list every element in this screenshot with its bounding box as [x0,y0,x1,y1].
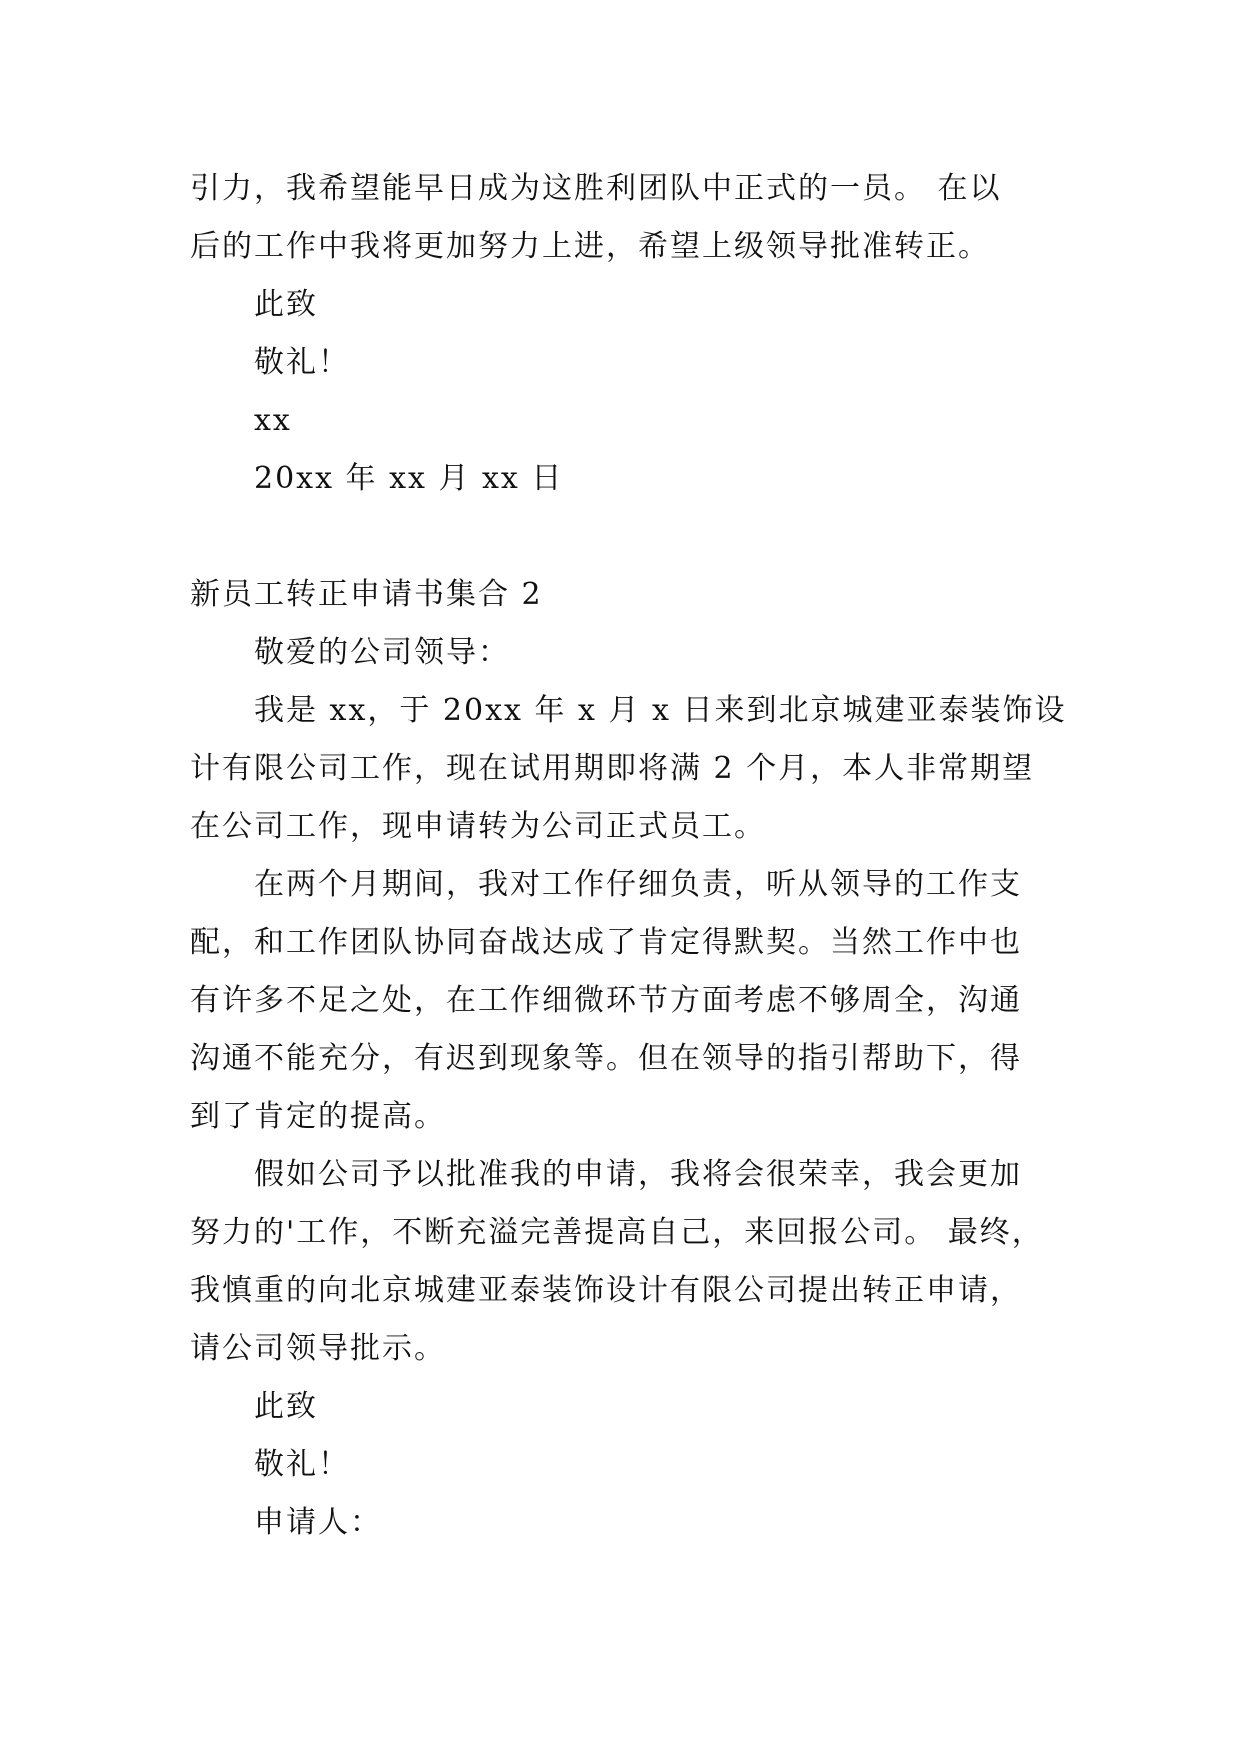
section-gap [190,508,1050,566]
paragraph-line: 配，和工作团队协同奋战达成了肯定得默契。当然工作中也 [190,925,1022,960]
paragraph-line: 我慎重的向北京城建亚泰装饰设计有限公司提出转正申请， [190,1273,1022,1308]
body-text-line: 后的工作中我将更加努力上进，希望上级领导批准转正。 [190,229,990,264]
applicant-label: 申请人： [254,1505,382,1540]
paragraph-line: 努力的'工作，不断充溢完善提高自己，来回报公司。 最终， [190,1215,1044,1250]
closing-salutation: 此致 [254,1389,318,1424]
closing-regards: 敬礼！ [254,1447,350,1482]
section-title: 新员工转正申请书集合 2 [190,577,543,612]
closing-regards: 敬礼！ [254,345,350,380]
paragraph-line: 到了肯定的提高。 [190,1099,446,1134]
paragraph-line: 计有限公司工作，现在试用期即将满 2 个月，本人非常期望 [190,751,1035,786]
body-text-line: 引力，我希望能早日成为这胜利团队中正式的一员。 在以 [190,171,1002,206]
closing-salutation: 此致 [254,287,318,322]
paragraph-line: 有许多不足之处，在工作细微环节方面考虑不够周全，沟通 [190,983,1022,1018]
paragraph-line: 在公司工作，现申请转为公司正式员工。 [190,809,766,844]
paragraph-line: 请公司领导批示。 [190,1331,446,1366]
paragraph-line: 沟通不能充分，有迟到现象等。但在领导的指引帮助下，得 [190,1041,1022,1076]
paragraph-line: 在两个月期间，我对工作仔细负责，听从领导的工作支 [254,867,1022,902]
paragraph-line: 我是 xx，于 20xx 年 x 月 x 日来到北京城建亚泰装饰设 [254,693,1067,728]
date-line: 20xx 年 xx 月 xx 日 [254,461,564,496]
document-body [190,160,1067,1552]
signature: xx [254,403,292,438]
greeting: 敬爱的公司领导： [254,635,510,670]
paragraph-line: 假如公司予以批准我的申请，我将会很荣幸，我会更加 [254,1157,1022,1192]
